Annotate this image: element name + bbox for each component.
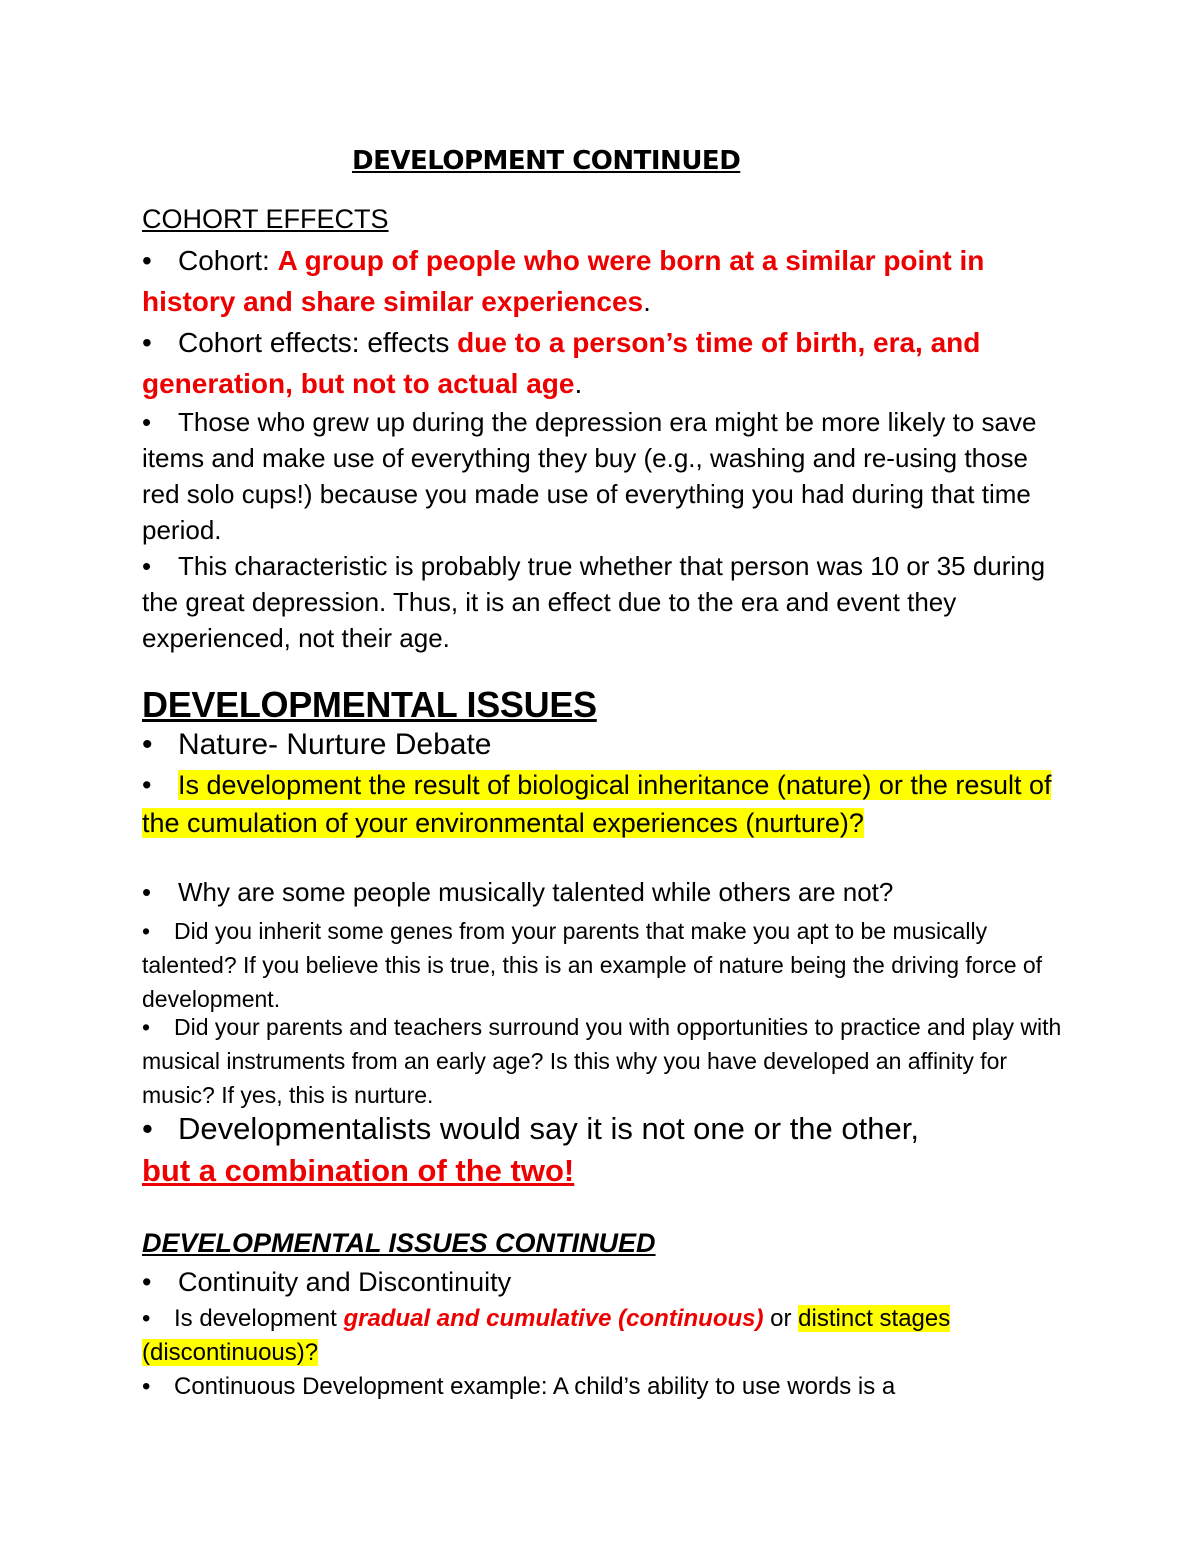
combination-emphasis: but a combination of the two! <box>142 1153 575 1188</box>
bullet: • <box>142 1373 151 1400</box>
developmentalists-item: • Developmentalists would say it is not one or the other, but a combination of the two! <box>142 1108 1062 1192</box>
cohort-effects-definition: due to a person’s time of birth, era, and generation, but not to actual age <box>142 327 981 399</box>
bullet: • <box>142 1014 151 1040</box>
musical-talent-item: • Why are some people musically talented while others are not? <box>142 874 1062 910</box>
continuity-question-item: • Is development gradual and cumulative (continuous) or distinct stages (discontinuous)? <box>142 1302 1062 1370</box>
characteristic-item: • This characteristic is probably true whether that person was 10 or 35 during the great depression. Thus, it is an effect due to the era and event they experienced, not their age. <box>142 548 1062 656</box>
bullet: • <box>142 918 151 944</box>
bullet: • <box>142 770 152 800</box>
continuous-example-item: • Continuous Development example: A child’s ability to use words is a <box>142 1370 1062 1404</box>
bullet: • <box>142 1305 151 1332</box>
nature-nurture-item: • Nature- Nurture Debate <box>142 724 1062 765</box>
bullet: • <box>142 407 152 437</box>
cohort-definition-item: • Cohort: A group of people who were born at a similar point in history and share similar experiences. <box>142 240 1062 322</box>
continued-heading: DEVELOPMENTAL ISSUES CONTINUED <box>142 1228 656 1258</box>
cohort-definition: A group of people who were born at a similar point in history and share similar experiences <box>142 245 985 317</box>
bullet: • <box>142 327 152 358</box>
page-title: DEVELOPMENT CONTINUED <box>352 146 741 176</box>
bullet: • <box>142 551 152 581</box>
nurture-example-item: • Did your parents and teachers surround you with opportunities to practice and play with musical instruments from an early age? Is this why you have developed an affinity for music? If yes, this is nurture. <box>142 1010 1062 1112</box>
cohort-effects-item: • Cohort effects: effects due to a person’s time of birth, era, and generation, but not to actual age. <box>142 322 1062 404</box>
nature-example-item: • Did you inherit some genes from your parents that make you apt to be musically talented? If you believe this is true, this is an example of nature being the driving force of development. <box>142 914 1062 1016</box>
depression-era-item: • Those who grew up during the depression era might be more likely to save items and make use of everything they buy (e.g., washing and re-using those red solo cups!) because you made use of everything you had during that time period. <box>142 404 1062 548</box>
bullet: • <box>142 1111 153 1146</box>
continuity-item: • Continuity and Discontinuity <box>142 1264 1062 1300</box>
bullet: • <box>142 728 153 761</box>
continuous-emphasis: gradual and cumulative (continuous) <box>343 1305 764 1332</box>
highlighted-question: Is development the result of biological inheritance (nature) or the result of the cumulation of your environmental experiences (nurture)? <box>142 770 1052 838</box>
issues-heading: DEVELOPMENTAL ISSUES <box>142 684 597 725</box>
nature-nurture-question-item <box>142 766 1057 842</box>
bullet: • <box>142 877 152 907</box>
bullet: • <box>142 1267 152 1297</box>
bullet: • <box>142 245 152 276</box>
cohort-heading: COHORT EFFECTS <box>142 204 389 234</box>
discontinuous-highlight: distinct stages (discontinuous)? <box>142 1305 951 1366</box>
